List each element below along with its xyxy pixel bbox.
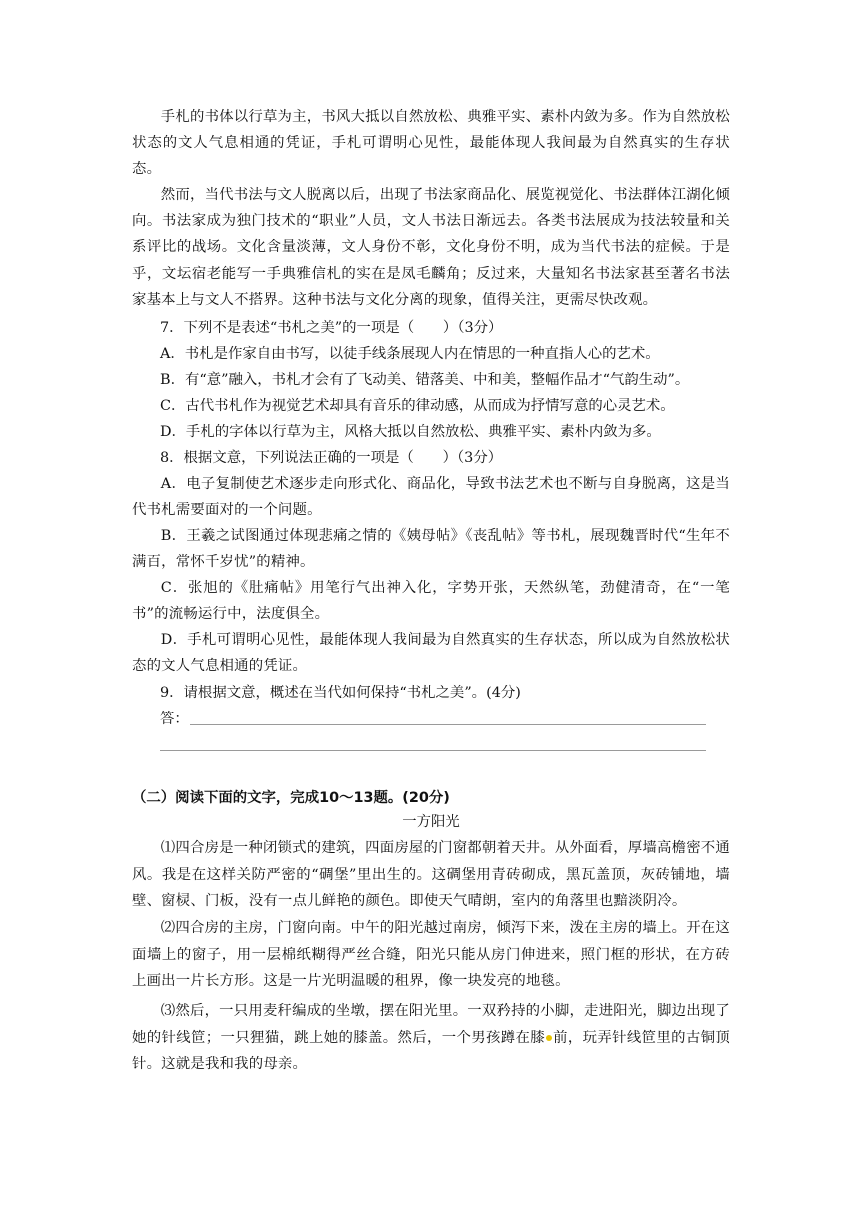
- highlight-marker-icon: [546, 1035, 552, 1041]
- article-paragraph-2: ⑵四合房的主房，门窗向南。中午的阳光越过南房，倾泻下来，泼在主房的墙上。开在这面墙上的窗子，用一层棉纸糊得严丝合缝，阳光只能从房门伸进来，照门框的形状，在方砖上画出一片长方形。这是一片光明温暖的租界，像一块发亮的地毯。: [132, 920, 730, 990]
- question-8-option-b: B．王羲之试图通过体现悲痛之情的《姨母帖》《丧乱帖》等书札，展现魏晋时代“生年不满百，常怀千岁忧”的精神。: [132, 528, 730, 571]
- passage-paragraph-1: 手札的书体以行草为主，书风大抵以自然放松、典雅平实、素朴内敛为多。作为自然放松状态的文人气息相通的凭证，手札可谓明心见性，最能体现人我间最为自然真实的生存状态。: [132, 109, 730, 178]
- article-paragraph-3: [132, 998, 730, 1078]
- question-7-option-c: C．古代书札作为视觉艺术却具有音乐的律动感，从而成为抒情写意的心灵艺术。: [160, 398, 675, 414]
- question-8-option-d: D．手札可谓明心见性，最能体现人我间最为自然真实的生存状态，所以成为自然放松状态的文人气息相通的凭证。: [132, 632, 730, 675]
- section-two-heading: （二）阅读下面的文字，完成10～13题。(20分): [132, 790, 450, 806]
- answer-label: 答：: [160, 711, 189, 727]
- question-7-option-d: D．手札的字体以行草为主，风格大抵以自然放松、典雅平实、素朴内敛为多。: [160, 424, 661, 440]
- question-7-option-a: A．书札是作家自由书写，以徒手线条展现人内在情思的一种直指人心的艺术。: [160, 346, 660, 362]
- question-7-option-b: B．有“意”融入，书札才会有了飞动美、错落美、中和美，整幅作品才“气韵生动”。: [160, 372, 690, 388]
- article-title: 一方阳光: [402, 814, 460, 830]
- passage-paragraph-2: 然而，当代书法与文人脱离以后，出现了书法家商品化、展览视觉化、书法群体江湖化倾向。书法家成为独门技术的“职业”人员，文人书法日渐远去。各类书法展成为技法较量和关系评比的战场。文化含量淡薄，文人身份不彰，文化身份不明，成为当代书法的症候。于是乎，文坛宿老能写一手典雅信札的实在是凤毛麟角；反过来，大量知名书法家甚至著名书法家基本上与文人不搭界。这种书法与文化分离的现象，值得关注，更需尽快改观。: [132, 187, 730, 308]
- question-8-option-c: C．张旭的《肚痛帖》用笔行气出神入化，字势开张，天然纵笔，劲健清奇，在“一笔书”的流畅运行中，法度俱全。: [132, 580, 730, 623]
- question-8-stem: 8．根据文意，下列说法正确的一项是（ ）（3分）: [160, 450, 503, 466]
- question-9-stem: 9．请根据文意，概述在当代如何保持“书札之美”。(4分): [160, 685, 521, 701]
- question-7-stem: 7．下列不是表述“书札之美”的一项是（ ）（3分）: [160, 320, 503, 336]
- article-paragraph-3-part-2: 前，玩弄针线笸里的古铜顶针。这就是我和我的母亲。: [132, 1029, 730, 1073]
- question-8-option-a: A．电子复制使艺术逐步走向形式化、商品化，导致书法艺术也不断与自身脱离，这是当代书札需要面对的一个问题。: [132, 476, 730, 519]
- article-paragraph-1: ⑴四合房是一种闭锁式的建筑，四面房屋的门窗都朝着天井。从外面看，厚墙高檐密不通风。我是在这样关防严密的“碉堡”里出生的。这碉堡用青砖砌成，黑瓦盖顶，灰砖铺地，墙壁、窗棂、门板，没有一点儿鲜艳的颜色。即使天气晴朗，室内的角落里也黯淡阴冷。: [132, 840, 730, 910]
- answer-line-2[interactable]: [160, 750, 706, 751]
- article-paragraph-3-part-1: ⑶然后，一只用麦秆编成的坐墩，摆在阳光里。一双矜持的小脚，走进阳光，脚边出现了她的针线笸；一只狸猫，跳上她的膝盖。然后，一个男孩蹲在膝: [132, 1003, 730, 1046]
- answer-line-1[interactable]: [190, 724, 706, 725]
